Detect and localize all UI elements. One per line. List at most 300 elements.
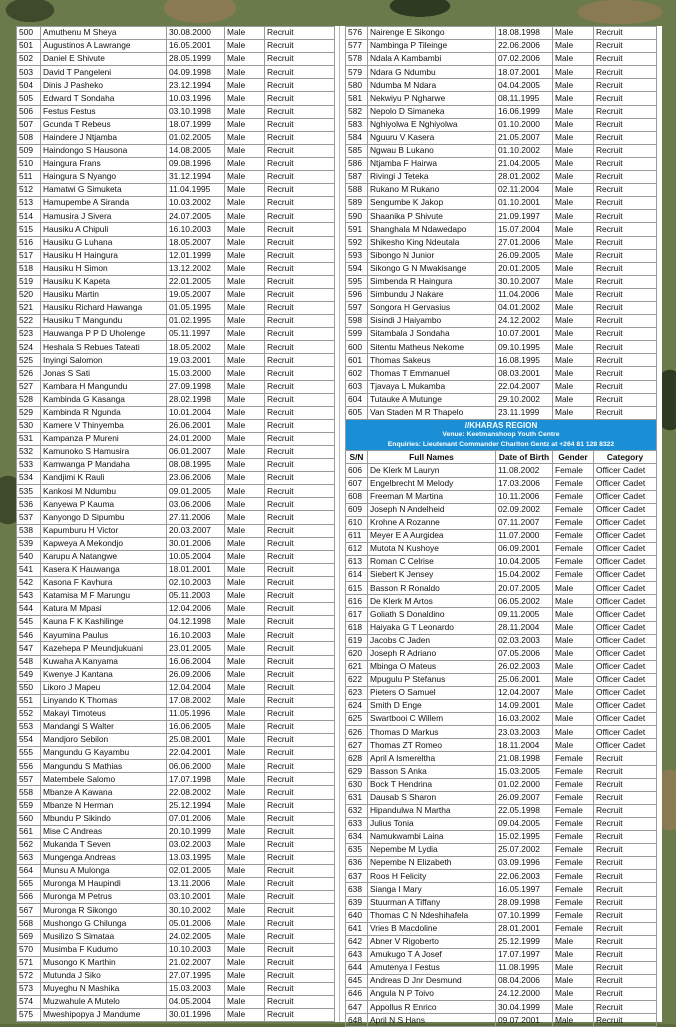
date-of-birth-cell: 06.01.2007 <box>167 446 225 459</box>
table-row <box>346 752 657 765</box>
serial-number-cell: 530 <box>17 419 41 432</box>
date-of-birth-cell: 26.09.2005 <box>496 249 553 262</box>
category-cell: Recruit <box>265 498 335 511</box>
serial-number-cell: 585 <box>346 144 368 157</box>
table-row <box>17 681 335 694</box>
full-name-cell: Muzwahule A Mutelo <box>41 995 167 1008</box>
serial-number-cell: 504 <box>17 79 41 92</box>
category-cell: Recruit <box>265 878 335 891</box>
table-row <box>346 804 657 817</box>
full-name-cell: Basson R Ronaldo <box>368 582 496 595</box>
category-cell: Recruit <box>594 948 657 961</box>
full-name-cell: Matembele Salomo <box>41 773 167 786</box>
serial-number-cell: 627 <box>346 739 368 752</box>
serial-number-cell: 559 <box>17 799 41 812</box>
gender-cell: Male <box>553 935 594 948</box>
date-of-birth-cell: 22.05.1998 <box>496 804 553 817</box>
category-cell: Recruit <box>594 328 657 341</box>
table-row <box>17 210 335 223</box>
full-name-cell: Mbanze N Herman <box>41 799 167 812</box>
full-name-cell: Nepembe N Elizabeth <box>368 857 496 870</box>
gender-cell: Male <box>225 472 265 485</box>
gender-cell: Male <box>225 92 265 105</box>
category-cell: Recruit <box>265 917 335 930</box>
full-name-cell: Goliath S Donaldino <box>368 608 496 621</box>
full-name-cell: Kapweya A Mekondjo <box>41 537 167 550</box>
gender-cell: Male <box>553 673 594 686</box>
category-cell: Recruit <box>265 262 335 275</box>
full-name-cell: Angula N P Toivo <box>368 988 496 1001</box>
date-of-birth-cell: 13.11.2006 <box>167 878 225 891</box>
date-of-birth-cell: 30.08.2000 <box>167 27 225 40</box>
category-cell: Recruit <box>594 367 657 380</box>
gender-cell: Male <box>225 537 265 550</box>
table-row <box>346 210 657 223</box>
full-name-cell: Kazehepa P Meundjukuani <box>41 642 167 655</box>
date-of-birth-cell: 10.05.2004 <box>167 550 225 563</box>
category-cell: Recruit <box>265 275 335 288</box>
category-cell: Recruit <box>594 118 657 131</box>
category-cell: Officer Cadet <box>594 582 657 595</box>
table-row <box>346 765 657 778</box>
category-cell: Recruit <box>265 891 335 904</box>
gender-cell: Male <box>225 144 265 157</box>
table-row <box>17 53 335 66</box>
category-cell: Recruit <box>265 472 335 485</box>
gender-cell: Male <box>553 634 594 647</box>
table-row <box>346 975 657 988</box>
category-cell: Recruit <box>594 791 657 804</box>
date-of-birth-cell: 03.06.2006 <box>167 498 225 511</box>
table-row <box>346 778 657 791</box>
category-cell: Recruit <box>265 446 335 459</box>
date-of-birth-cell: 07.01.2006 <box>167 812 225 825</box>
category-cell: Recruit <box>594 157 657 170</box>
gender-cell: Male <box>553 210 594 223</box>
table-row <box>346 66 657 79</box>
gender-cell: Male <box>553 700 594 713</box>
category-cell: Recruit <box>265 118 335 131</box>
serial-number-cell: 503 <box>17 66 41 79</box>
gender-cell: Male <box>225 563 265 576</box>
date-of-birth-cell: 07.05.2006 <box>496 647 553 660</box>
gender-cell: Male <box>225 249 265 262</box>
table-row <box>17 707 335 720</box>
table-row <box>346 288 657 301</box>
date-of-birth-cell: 05.11.2003 <box>167 590 225 603</box>
gender-cell: Male <box>225 328 265 341</box>
category-cell: Recruit <box>594 210 657 223</box>
serial-number-cell: 633 <box>346 817 368 830</box>
date-of-birth-cell: 28.01.2001 <box>496 922 553 935</box>
table-row <box>17 380 335 393</box>
table-row <box>346 490 657 503</box>
full-name-cell: Kanyewa P Kauma <box>41 498 167 511</box>
full-name-cell: Joseph N Andelheid <box>368 503 496 516</box>
date-of-birth-cell: 16.03.2002 <box>496 713 553 726</box>
serial-number-cell: 646 <box>346 988 368 1001</box>
date-of-birth-cell: 04.04.2005 <box>496 79 553 92</box>
date-of-birth-cell: 20.10.1999 <box>167 825 225 838</box>
full-name-cell: Nguuru V Kasera <box>368 131 496 144</box>
full-name-cell: Shanghala M Ndawedapo <box>368 223 496 236</box>
full-name-cell: Makayi Timoteus <box>41 707 167 720</box>
gender-cell: Female <box>553 817 594 830</box>
date-of-birth-cell: 03.09.1996 <box>496 857 553 870</box>
full-name-cell: Haingura Frans <box>41 157 167 170</box>
serial-number-cell: 637 <box>346 870 368 883</box>
category-cell: Recruit <box>594 778 657 791</box>
date-of-birth-cell: 12.04.2004 <box>167 681 225 694</box>
date-of-birth-cell: 22.06.2003 <box>496 870 553 883</box>
table-row <box>346 935 657 948</box>
full-name-cell: Hausiku H Haingura <box>41 249 167 262</box>
full-name-cell: Kandjimi K Rauli <box>41 472 167 485</box>
serial-number-cell: 623 <box>346 687 368 700</box>
header-gender: Gender <box>553 451 594 464</box>
category-cell: Recruit <box>594 935 657 948</box>
category-cell: Recruit <box>265 301 335 314</box>
full-name-cell: Ntjamba F Hairwa <box>368 157 496 170</box>
full-name-cell: Thomas D Markus <box>368 726 496 739</box>
table-row <box>346 171 657 184</box>
gender-cell: Male <box>225 157 265 170</box>
gender-cell: Male <box>225 825 265 838</box>
gender-cell: Male <box>225 301 265 314</box>
gender-cell: Male <box>553 975 594 988</box>
date-of-birth-cell: 02.01.2005 <box>167 865 225 878</box>
serial-number-cell: 579 <box>346 66 368 79</box>
gender-cell: Male <box>225 79 265 92</box>
gender-cell: Male <box>553 27 594 40</box>
date-of-birth-cell: 17.08.2002 <box>167 694 225 707</box>
table-row <box>346 105 657 118</box>
gender-cell: Male <box>225 576 265 589</box>
serial-number-cell: 531 <box>17 432 41 445</box>
serial-number-cell: 602 <box>346 367 368 380</box>
serial-number-cell: 580 <box>346 79 368 92</box>
category-cell: Officer Cadet <box>594 490 657 503</box>
table-row <box>346 739 657 752</box>
category-cell: Recruit <box>265 799 335 812</box>
table-row <box>346 118 657 131</box>
gender-cell: Female <box>553 844 594 857</box>
full-name-cell: Rukano M Rukano <box>368 184 496 197</box>
serial-number-cell: 549 <box>17 668 41 681</box>
category-cell: Recruit <box>265 786 335 799</box>
date-of-birth-cell: 03.10.1998 <box>167 105 225 118</box>
category-cell: Recruit <box>265 328 335 341</box>
table-row <box>17 131 335 144</box>
table-row <box>346 529 657 542</box>
serial-number-cell: 509 <box>17 144 41 157</box>
table-header-row <box>346 451 657 464</box>
full-name-cell: Mweshipopya J Mandume <box>41 1009 167 1022</box>
gender-cell: Female <box>553 883 594 896</box>
full-name-cell: Mise C Andreas <box>41 825 167 838</box>
category-cell: Recruit <box>265 629 335 642</box>
full-name-cell: Simbenda R Haingura <box>368 275 496 288</box>
serial-number-cell: 612 <box>346 542 368 555</box>
full-name-cell: Krohne A Rozanne <box>368 516 496 529</box>
date-of-birth-cell: 21.09.1997 <box>496 210 553 223</box>
gender-cell: Male <box>553 288 594 301</box>
category-cell: Recruit <box>265 590 335 603</box>
gender-cell: Male <box>225 799 265 812</box>
table-row <box>17 367 335 380</box>
gender-cell: Male <box>553 948 594 961</box>
table-row <box>346 896 657 909</box>
date-of-birth-cell: 30.10.2002 <box>167 904 225 917</box>
full-name-cell: Inyingi Salomon <box>41 354 167 367</box>
full-name-cell: Kuwaha A Kanyama <box>41 655 167 668</box>
table-row <box>346 844 657 857</box>
date-of-birth-cell: 02.10.2003 <box>167 576 225 589</box>
date-of-birth-cell: 20.07.2005 <box>496 582 553 595</box>
date-of-birth-cell: 16.10.2003 <box>167 223 225 236</box>
full-name-cell: Siebert K Jensey <box>368 569 496 582</box>
date-of-birth-cell: 07.11.2007 <box>496 516 553 529</box>
serial-number-cell: 520 <box>17 288 41 301</box>
date-of-birth-cell: 16.06.1999 <box>496 105 553 118</box>
table-row <box>346 157 657 170</box>
serial-number-cell: 586 <box>346 157 368 170</box>
date-of-birth-cell: 11.08.1995 <box>496 961 553 974</box>
full-name-cell: April N S Hans <box>368 1014 496 1027</box>
serial-number-cell: 609 <box>346 503 368 516</box>
category-cell: Officer Cadet <box>594 687 657 700</box>
gender-cell: Male <box>225 865 265 878</box>
full-name-cell: Amukugo T A Josef <box>368 948 496 961</box>
full-name-cell: Nepembe M Lydia <box>368 844 496 857</box>
category-cell: Officer Cadet <box>594 673 657 686</box>
full-name-cell: Amutenya I Festus <box>368 961 496 974</box>
category-cell: Recruit <box>265 79 335 92</box>
date-of-birth-cell: 23.11.1999 <box>496 406 553 419</box>
category-cell: Recruit <box>265 707 335 720</box>
table-row <box>346 909 657 922</box>
table-row <box>17 485 335 498</box>
full-name-cell: Shikesho King Ndeutala <box>368 236 496 249</box>
table-row <box>346 948 657 961</box>
category-cell: Officer Cadet <box>594 542 657 555</box>
table-row <box>17 865 335 878</box>
full-name-cell: Linyando K Thomas <box>41 694 167 707</box>
table-row <box>17 223 335 236</box>
category-cell: Recruit <box>265 432 335 445</box>
gender-cell: Male <box>553 223 594 236</box>
table-row <box>17 760 335 773</box>
table-row <box>346 315 657 328</box>
table-row <box>346 582 657 595</box>
serial-number-cell: 500 <box>17 27 41 40</box>
gender-cell: Male <box>225 393 265 406</box>
date-of-birth-cell: 16.05.2001 <box>167 40 225 53</box>
category-cell: Recruit <box>265 838 335 851</box>
gender-cell: Female <box>553 752 594 765</box>
full-name-cell: Freeman M Martina <box>368 490 496 503</box>
full-name-cell: Kapumburu H Victor <box>41 524 167 537</box>
table-row <box>346 328 657 341</box>
full-name-cell: Kasona F Kavhura <box>41 576 167 589</box>
table-row <box>17 786 335 799</box>
serial-number-cell: 632 <box>346 804 368 817</box>
column-divider <box>339 26 340 1022</box>
date-of-birth-cell: 01.10.2000 <box>496 118 553 131</box>
category-cell: Recruit <box>265 288 335 301</box>
full-name-cell: Swartbooi C Willem <box>368 713 496 726</box>
full-name-cell: Mbanze A Kawana <box>41 786 167 799</box>
serial-number-cell: 598 <box>346 315 368 328</box>
full-name-cell: Ndumba M Ndara <box>368 79 496 92</box>
date-of-birth-cell: 13.03.1995 <box>167 851 225 864</box>
category-cell: Recruit <box>594 380 657 393</box>
date-of-birth-cell: 10.04.2005 <box>496 556 553 569</box>
serial-number-cell: 546 <box>17 629 41 642</box>
table-row <box>346 301 657 314</box>
gender-cell: Female <box>553 464 594 477</box>
serial-number-cell: 583 <box>346 118 368 131</box>
full-name-cell: Ngwau B Lukano <box>368 144 496 157</box>
category-cell: Recruit <box>265 956 335 969</box>
gender-cell: Male <box>553 1014 594 1027</box>
serial-number-cell: 547 <box>17 642 41 655</box>
serial-number-cell: 521 <box>17 301 41 314</box>
table-row <box>17 341 335 354</box>
category-cell: Recruit <box>265 380 335 393</box>
full-name-cell: Hamatwi G Simuketa <box>41 184 167 197</box>
table-row <box>17 328 335 341</box>
serial-number-cell: 614 <box>346 569 368 582</box>
category-cell: Recruit <box>265 773 335 786</box>
full-name-cell: Heshala S Rebues Tateati <box>41 341 167 354</box>
gender-cell: Male <box>553 262 594 275</box>
gender-cell: Male <box>553 380 594 393</box>
category-cell: Officer Cadet <box>594 529 657 542</box>
table-row <box>17 262 335 275</box>
category-cell: Recruit <box>594 79 657 92</box>
gender-cell: Male <box>225 275 265 288</box>
date-of-birth-cell: 11.07.2000 <box>496 529 553 542</box>
category-cell: Recruit <box>265 550 335 563</box>
category-cell: Recruit <box>594 909 657 922</box>
gender-cell: Male <box>553 66 594 79</box>
category-cell: Recruit <box>265 865 335 878</box>
table-row <box>17 1009 335 1022</box>
date-of-birth-cell: 18.05.2007 <box>167 236 225 249</box>
serial-number-cell: 624 <box>346 700 368 713</box>
serial-number-cell: 578 <box>346 53 368 66</box>
serial-number-cell: 567 <box>17 904 41 917</box>
category-cell: Recruit <box>265 747 335 760</box>
gender-cell: Male <box>225 53 265 66</box>
date-of-birth-cell: 15.03.2005 <box>496 765 553 778</box>
full-name-cell: Kambinda G Kasanga <box>41 393 167 406</box>
category-cell: Recruit <box>265 92 335 105</box>
category-cell: Recruit <box>594 393 657 406</box>
date-of-birth-cell: 05.11.1997 <box>167 328 225 341</box>
date-of-birth-cell: 16.05.1997 <box>496 883 553 896</box>
serial-number-cell: 607 <box>346 477 368 490</box>
category-cell: Recruit <box>265 171 335 184</box>
full-name-cell: Sisindi J Haiyambo <box>368 315 496 328</box>
serial-number-cell: 515 <box>17 223 41 236</box>
serial-number-cell: 544 <box>17 603 41 616</box>
category-cell: Recruit <box>265 223 335 236</box>
full-name-cell: Kambinda R Ngunda <box>41 406 167 419</box>
gender-cell: Male <box>553 988 594 1001</box>
table-row <box>346 556 657 569</box>
table-row <box>346 503 657 516</box>
table-row <box>346 634 657 647</box>
gender-cell: Male <box>225 969 265 982</box>
serial-number-cell: 620 <box>346 647 368 660</box>
serial-number-cell: 505 <box>17 92 41 105</box>
table-row <box>346 713 657 726</box>
table-row <box>17 878 335 891</box>
category-cell: Recruit <box>265 367 335 380</box>
gender-cell: Male <box>225 446 265 459</box>
category-cell: Recruit <box>265 27 335 40</box>
gender-cell: Male <box>225 747 265 760</box>
serial-number-cell: 640 <box>346 909 368 922</box>
serial-number-cell: 613 <box>346 556 368 569</box>
gender-cell: Male <box>225 655 265 668</box>
table-row <box>346 870 657 883</box>
category-cell: Officer Cadet <box>594 608 657 621</box>
date-of-birth-cell: 14.08.2005 <box>167 144 225 157</box>
serial-number-cell: 618 <box>346 621 368 634</box>
table-row <box>17 288 335 301</box>
full-name-cell: David T Pangeleni <box>41 66 167 79</box>
table-row <box>346 236 657 249</box>
category-cell: Recruit <box>265 406 335 419</box>
table-row <box>17 655 335 668</box>
category-cell: Recruit <box>265 694 335 707</box>
table-row <box>17 393 335 406</box>
serial-number-cell: 626 <box>346 726 368 739</box>
table-row <box>346 131 657 144</box>
serial-number-cell: 566 <box>17 891 41 904</box>
category-cell: Recruit <box>594 844 657 857</box>
category-cell: Officer Cadet <box>594 634 657 647</box>
date-of-birth-cell: 12.01.1999 <box>167 249 225 262</box>
date-of-birth-cell: 08.04.2006 <box>496 975 553 988</box>
gender-cell: Female <box>553 857 594 870</box>
gender-cell: Male <box>225 629 265 642</box>
full-name-cell: Hausiku T Mangundu <box>41 315 167 328</box>
gender-cell: Male <box>553 341 594 354</box>
category-cell: Recruit <box>594 171 657 184</box>
serial-number-cell: 647 <box>346 1001 368 1014</box>
table-row <box>17 799 335 812</box>
gender-cell: Male <box>553 197 594 210</box>
gender-cell: Male <box>553 105 594 118</box>
gender-cell: Male <box>553 647 594 660</box>
table-row <box>17 747 335 760</box>
table-row <box>17 694 335 707</box>
gender-cell: Male <box>225 707 265 720</box>
table-row <box>346 569 657 582</box>
gender-cell: Male <box>225 406 265 419</box>
full-name-cell: Nairenge E Sikongo <box>368 27 496 40</box>
serial-number-cell: 506 <box>17 105 41 118</box>
table-row <box>346 726 657 739</box>
table-row <box>17 982 335 995</box>
table-row <box>17 917 335 930</box>
date-of-birth-cell: 25.06.2001 <box>496 673 553 686</box>
left-list-table <box>16 26 335 1022</box>
